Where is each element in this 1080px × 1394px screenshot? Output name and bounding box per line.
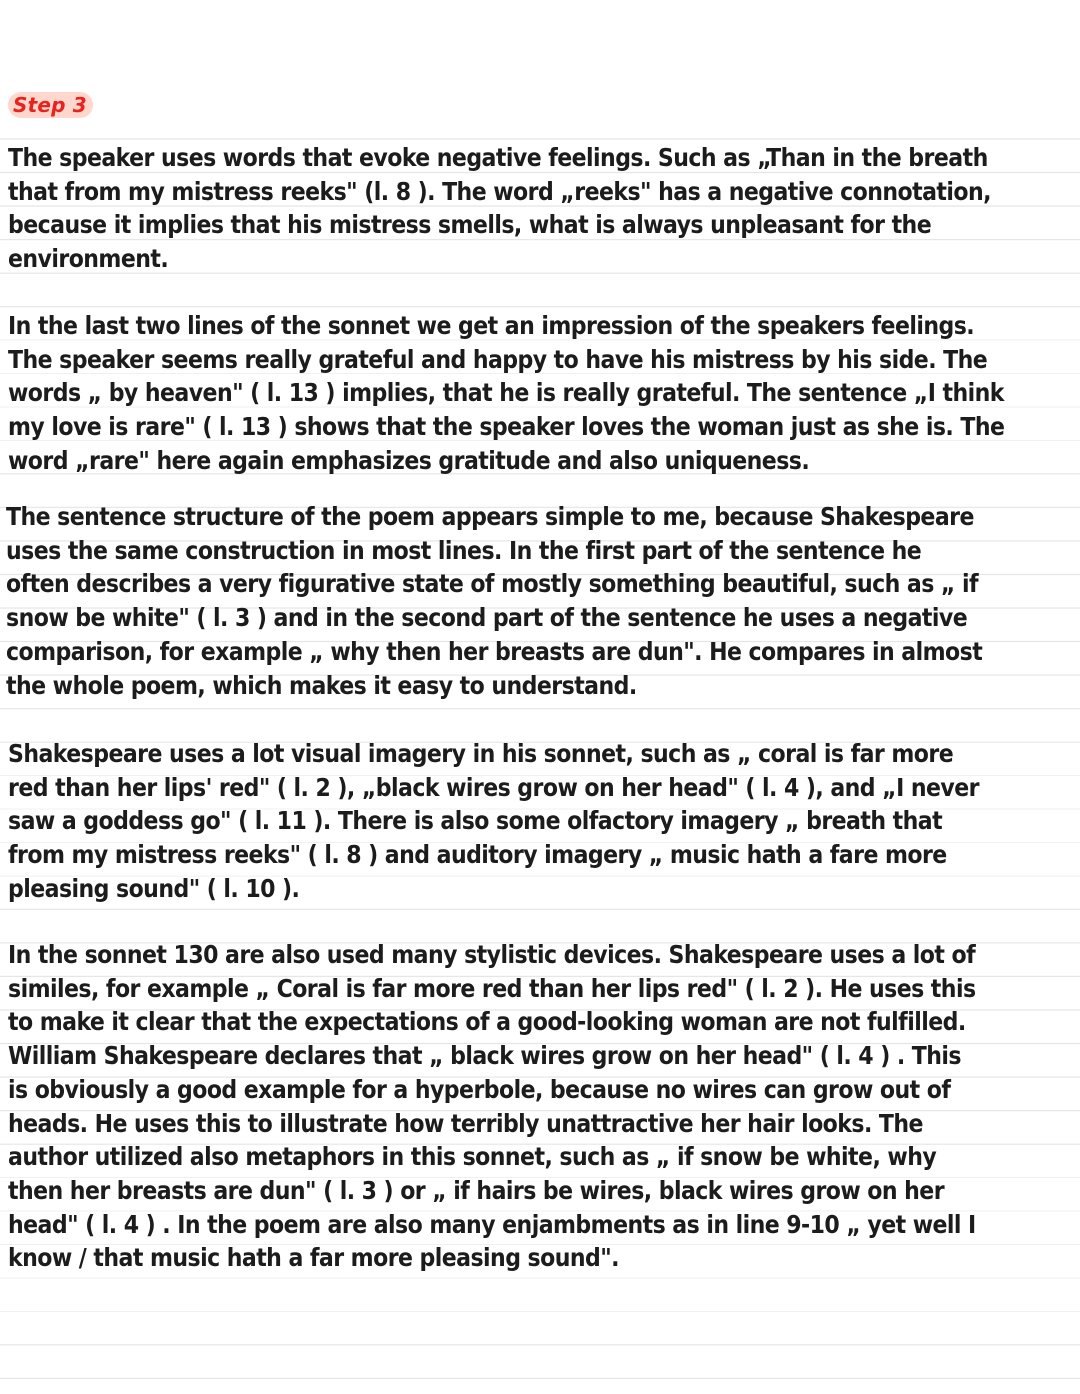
text-line: In the last two lines of the sonnet we get an impression of the speakers feelings. <box>8 311 975 340</box>
text-line: often describes a very figurative state of mostly something beautiful, such as „ if <box>6 569 979 599</box>
text-line: from my mistress reeks" ( l. 8 ) and auditory imagery „ music hath a fare more <box>8 840 947 870</box>
text-line: Shakespeare uses a lot visual imagery in his sonnet, such as „ coral is far more <box>8 739 954 768</box>
text-line: The speaker seems really grateful and happy to have his mistress by his side. The <box>8 344 988 374</box>
text-line: to make it clear that the expectations of a good-looking woman are not fulfilled. <box>8 1007 966 1037</box>
text-line: pleasing sound" ( l. 10 ). <box>8 873 300 903</box>
text-line: author utilized also metaphors in this sonnet, such as „ if snow be white, why <box>8 1142 937 1172</box>
paragraph-negative-words <box>8 141 1074 276</box>
text-line: The sentence structure of the poem appears simple to me, because Shakespeare <box>6 502 974 531</box>
text-line: red than her lips' red" ( l. 2 ), „black wires grow on her head" ( l. 4 ), and „I never <box>8 772 979 802</box>
text-line: heads. He uses this to illustrate how terribly unattractive her hair looks. The <box>8 1108 923 1138</box>
text-line: because it implies that his mistress smells, what is always unpleasant for the <box>8 210 932 240</box>
step-heading: Step 3 <box>8 92 93 118</box>
text-line: similes, for example „ Coral is far more red than her lips red" ( l. 2 ). He uses this <box>8 973 976 1003</box>
text-line: uses the same construction in most lines. In the first part of the sentence he <box>6 535 922 565</box>
paragraph-speaker-feelings <box>8 309 1074 478</box>
text-line: In the sonnet 130 are also used many stylistic devices. Shakespeare uses a lot of <box>8 940 976 969</box>
text-line: that from my mistress reeks" (l. 8 ). The word „reeks" has a negative connotation, <box>8 176 991 206</box>
text-line: snow be white" ( l. 3 ) and in the second part of the sentence he uses a negative <box>6 603 968 633</box>
text-line: comparison, for example „ why then her breasts are dun". He compares in almost <box>6 636 983 666</box>
paragraph-stylistic-devices <box>8 938 1074 1275</box>
text-line: then her breasts are dun" ( l. 3 ) or „ if hairs be wires, black wires grow on her <box>8 1175 945 1205</box>
page-top-margin <box>0 0 1080 138</box>
text-line: words „ by heaven" ( l. 13 ) implies, that he is really grateful. The sentence „I think <box>8 378 1004 408</box>
text-line: the whole poem, which makes it easy to understand. <box>6 670 637 700</box>
text-line: saw a goddess go" ( l. 11 ). There is also some olfactory imagery „ breath that <box>8 806 943 836</box>
text-line: The speaker uses words that evoke negative feelings. Such as „Than in the breath <box>8 143 988 172</box>
text-line: word „rare" here again emphasizes gratitude and also uniqueness. <box>8 445 810 475</box>
text-line: head" ( l. 4 ) . In the poem are also many enjambments as in line 9-10 „ yet well I <box>8 1209 976 1239</box>
text-line: is obviously a good example for a hyperbole, because no wires can grow out of <box>8 1074 951 1104</box>
paragraph-sentence-structure <box>6 500 1072 702</box>
text-line: know / that music hath a far more pleasing sound". <box>8 1243 619 1273</box>
paragraph-imagery <box>8 737 1074 906</box>
text-line: my love is rare" ( l. 13 ) shows that the speaker loves the woman just as she is. The <box>8 412 1005 442</box>
text-line: environment. <box>8 244 169 274</box>
text-line: William Shakespeare declares that „ black wires grow on her head" ( l. 4 ) . This <box>8 1041 962 1071</box>
